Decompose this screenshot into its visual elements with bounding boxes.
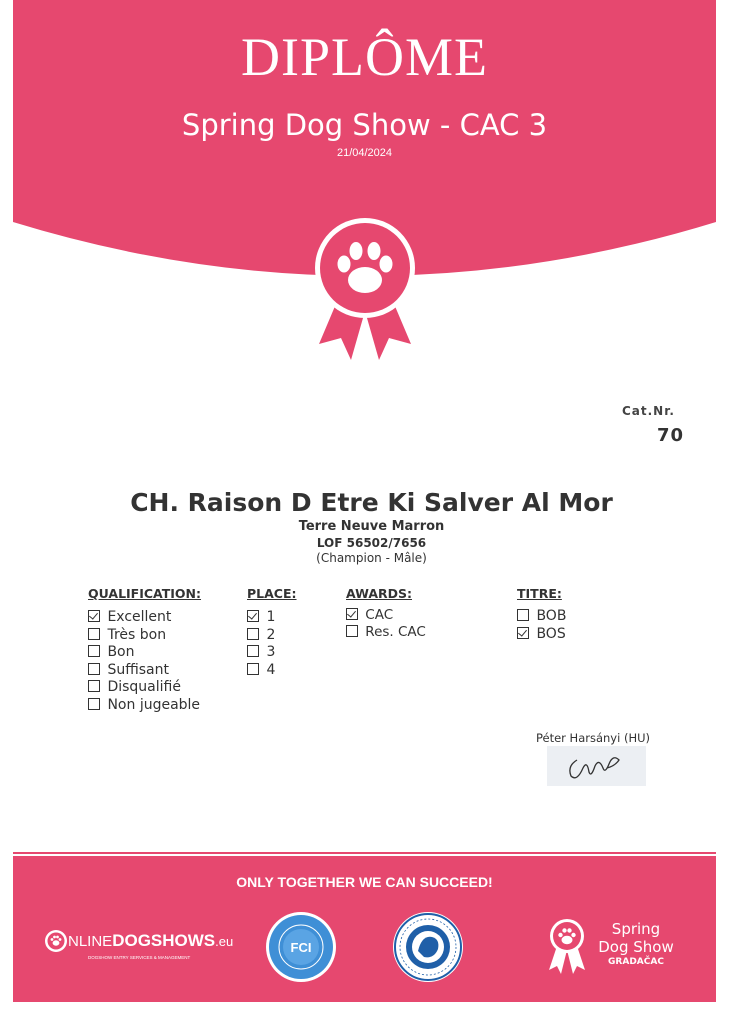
place-section [247, 586, 297, 679]
titre-option [517, 608, 566, 626]
checkbox-icon [88, 628, 100, 640]
option-label: Disqualifié [107, 679, 181, 696]
qualification-section [88, 586, 201, 715]
option-label: Très bon [107, 626, 167, 643]
titre-list [517, 608, 566, 643]
spring-dog-show-logo [547, 918, 682, 978]
option-label: Res. CAC [365, 623, 426, 640]
spring-logo-line1: Spring [611, 920, 661, 938]
checkbox-icon [517, 609, 529, 621]
awards-option [346, 624, 426, 641]
awards-list [346, 607, 426, 640]
checkbox-icon [88, 663, 100, 675]
dog-breed: Terre Neuve Marron [298, 519, 445, 534]
option-label: 1 [266, 609, 276, 625]
logo-text-prefix: NLINE [68, 932, 113, 950]
checkbox-icon [88, 645, 100, 657]
option-label: 2 [266, 626, 276, 643]
dog-name: CH. Raison D Etre Ki Salver Al Mor [130, 488, 613, 517]
catalog-number: 70 [656, 425, 684, 446]
option-label: CAC [365, 607, 394, 623]
qualification-list [88, 609, 201, 715]
titre-section [517, 586, 566, 643]
signature-scribble [547, 746, 646, 786]
checkbox-icon [247, 663, 259, 675]
option-label: Non jugeable [107, 696, 201, 713]
checkbox-icon [247, 645, 259, 657]
place-option [247, 609, 297, 627]
place-heading: PLACE: [247, 586, 297, 601]
qualification-option [88, 609, 201, 627]
onlinedogshows-logo [44, 929, 234, 973]
spring-logo-line2: Dog Show [598, 938, 674, 956]
qualification-option [88, 627, 201, 645]
catalog-label: Cat.Nr. [621, 404, 675, 418]
option-label: Suffisant [107, 661, 169, 678]
dog-class-sex: (Champion - Mâle) [316, 551, 427, 565]
option-label: Bon [107, 644, 135, 661]
titre-heading: TITRE: [517, 586, 562, 601]
kennel-club-seal-logo [392, 911, 464, 983]
checkbox-icon [88, 610, 100, 622]
logo-text-suffix: .eu [215, 933, 234, 949]
checkbox-icon [346, 625, 358, 637]
option-label: 4 [266, 661, 276, 678]
diploma-title: DIPLÔME [241, 27, 488, 87]
qualification-option [88, 662, 201, 680]
fci-logo-text: FCI [290, 940, 312, 955]
logo-tagline: DOGSHOW ENTRY SERVICES & MANAGEMENT [88, 955, 191, 960]
place-option [247, 644, 297, 662]
option-label: BOS [536, 625, 566, 642]
show-date: 21/04/2024 [336, 147, 393, 159]
checkbox-icon [247, 628, 259, 640]
judge-name: Péter Harsányi (HU) [535, 731, 650, 745]
place-option [247, 662, 297, 680]
spring-logo-line3: GRADAČAC [608, 957, 664, 967]
option-label: Excellent [107, 609, 172, 625]
place-option [247, 627, 297, 645]
option-label: BOB [536, 608, 567, 624]
checkbox-icon [247, 610, 259, 622]
awards-option [346, 607, 426, 624]
footer-slogan: ONLY TOGETHER WE CAN SUCCEED! [236, 874, 493, 890]
awards-heading: AWARDS: [346, 586, 413, 601]
checkbox-icon [88, 680, 100, 692]
qualification-option [88, 644, 201, 662]
fci-logo [265, 911, 337, 983]
checkbox-icon [88, 698, 100, 710]
logo-text-bold: DOGSHOWS [112, 931, 216, 950]
medal-paw-icon [311, 212, 419, 374]
dog-registration: LOF 56502/7656 [316, 536, 427, 550]
footer-divider [13, 854, 716, 856]
show-name: Spring Dog Show - CAC 3 [181, 108, 548, 142]
qualification-option [88, 697, 201, 715]
qualification-heading: QUALIFICATION: [88, 586, 202, 601]
medal-paw-small-icon [547, 918, 587, 976]
checkbox-icon [346, 608, 358, 620]
judge-signature [547, 746, 646, 786]
checkbox-icon [517, 627, 529, 639]
paw-circle-icon [44, 929, 68, 953]
qualification-option [88, 679, 201, 697]
titre-option [517, 626, 566, 644]
awards-section [346, 586, 426, 640]
option-label: 3 [266, 644, 276, 661]
place-list [247, 609, 297, 679]
